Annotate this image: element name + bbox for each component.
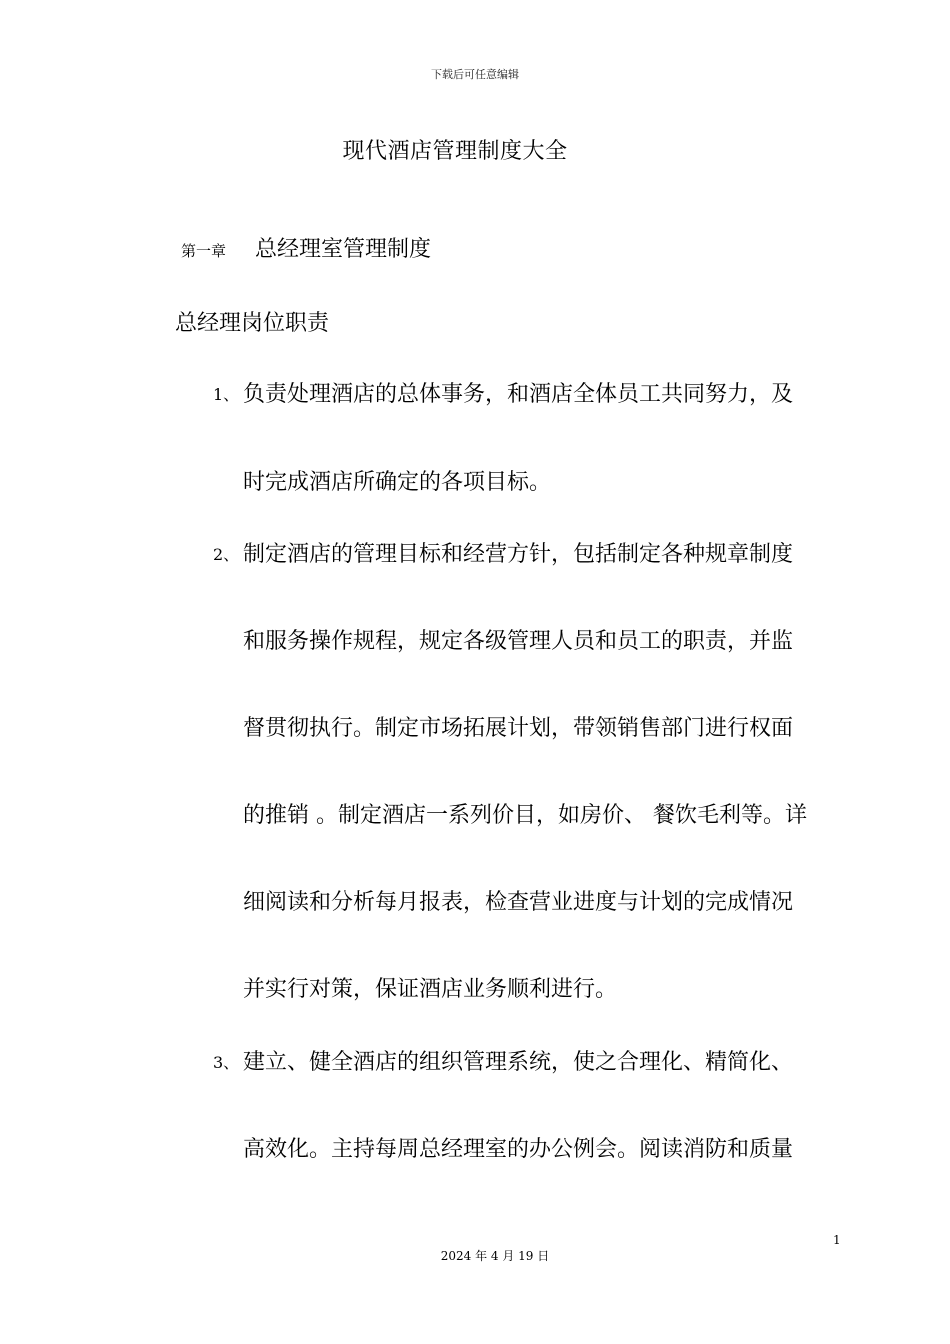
- page-number: 1: [833, 1233, 841, 1247]
- item-line: 建立、健全酒店的组织管理系统，使之合理化、精简化、: [243, 1050, 794, 1075]
- chapter-title: 总经理室管理制度: [255, 237, 432, 262]
- item-line: 督贯彻执行。制定市场拓展计划，带领销售部门进行权面: [243, 716, 794, 741]
- chapter-heading: [181, 232, 431, 263]
- item-number: 2、: [213, 545, 240, 564]
- item-line: 负责处理酒店的总体事务，和酒店全体员工共同努力，及: [243, 382, 794, 407]
- item-line: 高效化。主持每周总经理室的办公例会。阅读消防和质量: [243, 1137, 794, 1162]
- item-line: 和服务操作规程，规定各级管理人员和员工的职责，并监: [243, 629, 794, 654]
- footer-date: 2024 年 4 月 19 日: [440, 1249, 550, 1263]
- item-number: 1、: [213, 385, 240, 404]
- item-line: 的推销 。制定酒店一系列价目，如房价、 餐饮毛利等。详: [243, 803, 807, 828]
- item-line: 并实行对策，保证酒店业务顺利进行。: [243, 977, 618, 1002]
- item-line: 制定酒店的管理目标和经营方针，包括制定各种规章制度: [243, 542, 794, 567]
- section-title: 总经理岗位职责: [175, 311, 330, 336]
- item-line: 细阅读和分析每月报表，检查营业进度与计划的完成情况: [243, 890, 794, 915]
- item-line: 时完成酒店所确定的各项目标。: [243, 470, 552, 495]
- header-note: 下载后可任意编辑: [431, 68, 519, 81]
- item-number: 3、: [213, 1053, 240, 1072]
- chapter-number: 第一章: [181, 242, 227, 260]
- document-title: 现代酒店管理制度大全: [342, 139, 568, 164]
